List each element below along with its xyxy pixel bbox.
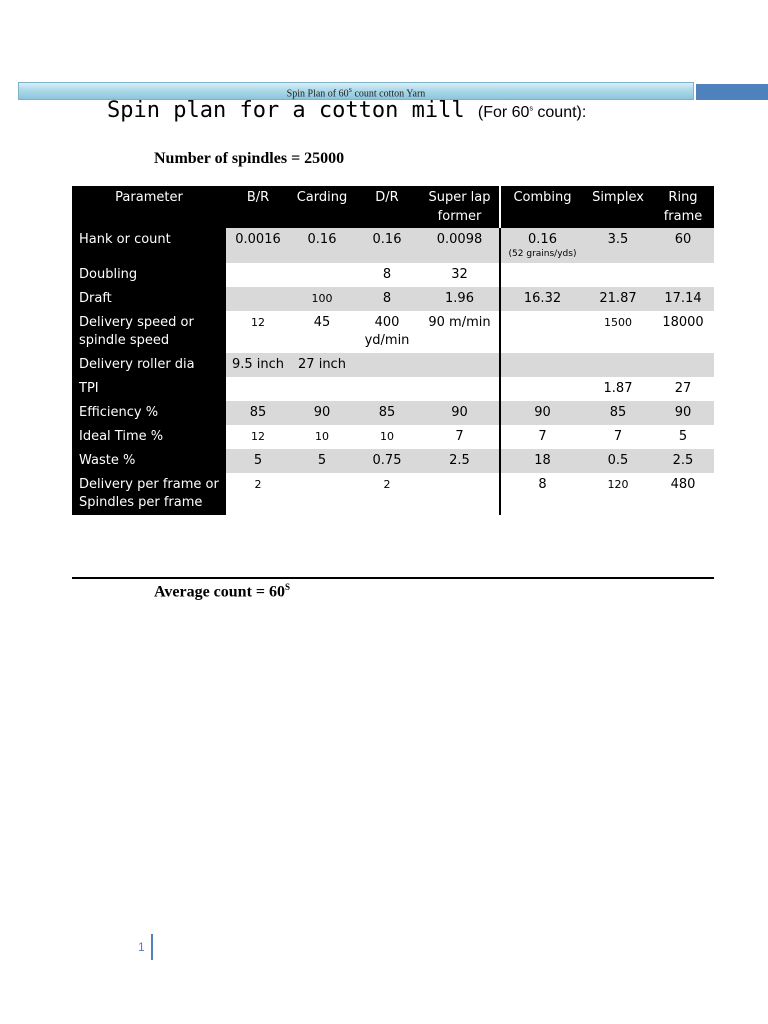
page-number: 1 <box>138 940 145 954</box>
table-cell: 9.5 inch <box>226 353 290 377</box>
col-header-br: B/R <box>226 186 290 228</box>
table-cell: 18 <box>500 449 584 473</box>
table-cell <box>500 228 584 263</box>
header-tab <box>696 84 768 100</box>
table-cell <box>226 287 290 311</box>
table-cell: 90 <box>652 401 714 425</box>
table-cell: 5 <box>226 449 290 473</box>
table-cell: 120 <box>584 473 652 515</box>
table-row <box>72 377 714 401</box>
table-cell: 7 <box>584 425 652 449</box>
table-cell: 10 <box>354 425 420 449</box>
table-row <box>72 311 714 353</box>
table-cell: 100 <box>290 287 354 311</box>
header-text: Spin Plan of 60 <box>286 88 349 100</box>
table-cell: 60 <box>652 228 714 263</box>
table-cell: 7 <box>420 425 500 449</box>
table-cell <box>226 377 290 401</box>
table-cell <box>420 353 500 377</box>
table-cell: 1.87 <box>584 377 652 401</box>
table-cell: 21.87 <box>584 287 652 311</box>
col-header-simplex: Simplex <box>584 186 652 228</box>
table-cell <box>500 311 584 353</box>
table-row <box>72 473 714 515</box>
table-cell: 5 <box>290 449 354 473</box>
table-cell: 27 <box>652 377 714 401</box>
table-cell: 8 <box>354 263 420 287</box>
average-count <box>154 582 290 601</box>
table-row <box>72 449 714 473</box>
table-cell: 90 <box>500 401 584 425</box>
table-cell: 18000 <box>652 311 714 353</box>
row-label: Delivery roller dia <box>72 353 226 377</box>
table-cell: 0.16 <box>354 228 420 263</box>
table-cell <box>652 263 714 287</box>
table-cell: 0.75 <box>354 449 420 473</box>
table-cell: 85 <box>584 401 652 425</box>
title-main: Spin plan for a cotton mill <box>107 98 465 123</box>
page-title <box>107 98 586 123</box>
table-cell <box>354 353 420 377</box>
table-cell: 27 inch <box>290 353 354 377</box>
table-cell: 5 <box>652 425 714 449</box>
table-cell <box>290 263 354 287</box>
row-label: Ideal Time % <box>72 425 226 449</box>
table-cell <box>226 263 290 287</box>
table-row <box>72 401 714 425</box>
table-cell <box>290 377 354 401</box>
col-header-parameter: Parameter <box>72 186 226 228</box>
table-cell: 0.16 <box>290 228 354 263</box>
row-label: Draft <box>72 287 226 311</box>
table-cell: 2 <box>226 473 290 515</box>
table-cell <box>584 263 652 287</box>
table-cell: 12 <box>226 311 290 353</box>
table-cell: 0.5 <box>584 449 652 473</box>
row-label: Delivery speed or spindle speed <box>72 311 226 353</box>
row-label: Hank or count <box>72 228 226 263</box>
row-label: Delivery per frame or Spindles per frame <box>72 473 226 515</box>
table-row <box>72 287 714 311</box>
spin-plan-table <box>72 186 714 515</box>
table-cell: 90 m/min <box>420 311 500 353</box>
table-cell: 85 <box>354 401 420 425</box>
table-cell: 400 yd/min <box>354 311 420 353</box>
col-header-combing: Combing <box>500 186 584 228</box>
table-row <box>72 425 714 449</box>
table-cell: 45 <box>290 311 354 353</box>
table-row <box>72 353 714 377</box>
table-cell <box>584 353 652 377</box>
table-cell: 0.0098 <box>420 228 500 263</box>
title-sub-suffix: count): <box>532 104 587 121</box>
title-sub-prefix: (For 60 <box>477 104 530 121</box>
row-label: Efficiency % <box>72 401 226 425</box>
table-cell: 0.0016 <box>226 228 290 263</box>
table-cell <box>500 263 584 287</box>
table-cell: 2.5 <box>652 449 714 473</box>
table-cell: 90 <box>290 401 354 425</box>
header-sup: S <box>348 88 352 94</box>
col-header-carding: Carding <box>290 186 354 228</box>
table-cell: 1.96 <box>420 287 500 311</box>
table-cell: 90 <box>420 401 500 425</box>
table-cell <box>290 473 354 515</box>
table-cell: 17.14 <box>652 287 714 311</box>
average-count-sup: S <box>285 582 291 592</box>
row-label: Waste % <box>72 449 226 473</box>
table-cell: 3.5 <box>584 228 652 263</box>
table-cell <box>500 353 584 377</box>
col-header-dr: D/R <box>354 186 420 228</box>
table-cell: 32 <box>420 263 500 287</box>
row-label: Doubling <box>72 263 226 287</box>
table-cell <box>500 377 584 401</box>
table-cell: 1500 <box>584 311 652 353</box>
table-cell: 16.32 <box>500 287 584 311</box>
col-header-ring-frame: Ring frame <box>652 186 714 228</box>
title-sub-sup: s <box>529 105 533 113</box>
page-number-bar <box>151 934 153 960</box>
spindles-count: Number of spindles = 25000 <box>154 150 345 167</box>
table-cell: 7 <box>500 425 584 449</box>
table-cell-note: (52 grains/yds) <box>508 249 577 259</box>
table-row <box>72 228 714 263</box>
table-cell: 2.5 <box>420 449 500 473</box>
table-cell: 8 <box>500 473 584 515</box>
table-cell: 480 <box>652 473 714 515</box>
table-cell: 85 <box>226 401 290 425</box>
table-cell <box>420 473 500 515</box>
table-cell-value: 0.16 <box>528 232 557 247</box>
table-cell <box>652 353 714 377</box>
header-text-suffix: count cotton Yarn <box>351 88 426 100</box>
table-cell: 12 <box>226 425 290 449</box>
table-cell: 2 <box>354 473 420 515</box>
table-cell: 10 <box>290 425 354 449</box>
table-cell: 8 <box>354 287 420 311</box>
table-row <box>72 263 714 287</box>
title-sub <box>478 104 586 121</box>
average-count-text: Average count = 60 <box>154 583 286 601</box>
table-bottom-rule <box>72 577 714 579</box>
table-cell <box>420 377 500 401</box>
table-header-row <box>72 186 714 228</box>
row-label: TPI <box>72 377 226 401</box>
col-header-super-lap-former: Super lap former <box>420 186 500 228</box>
table-cell <box>354 377 420 401</box>
